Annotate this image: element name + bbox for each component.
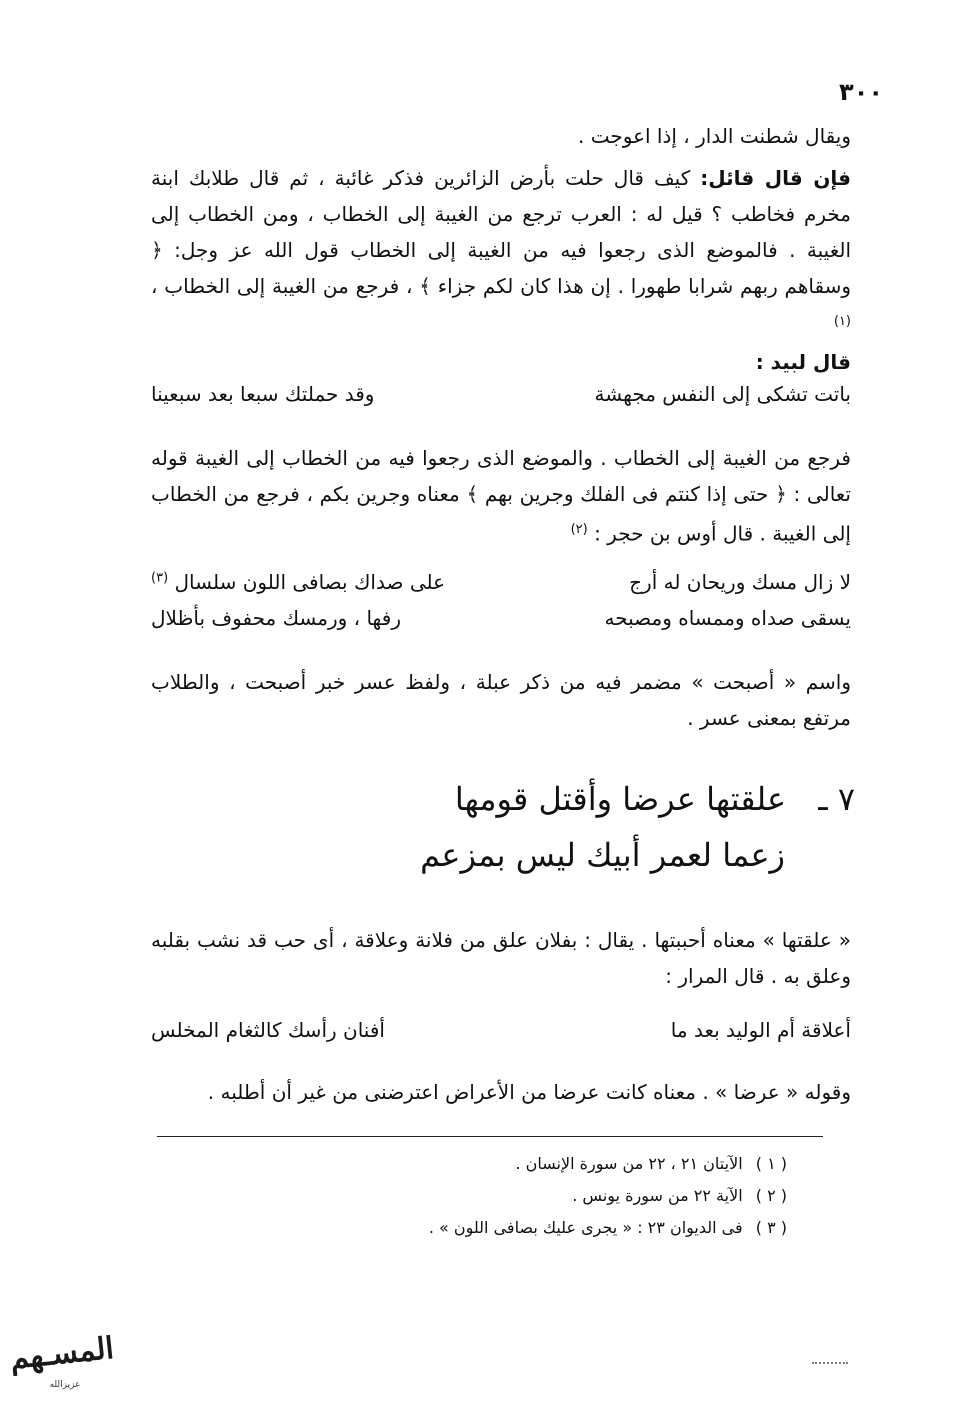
- footnote-text: الآيتان ٢١ ، ٢٢ من سورة الإنسان .: [515, 1154, 743, 1173]
- stamp-main-text: المسـهم: [8, 1330, 116, 1377]
- verse-hemistich-left: [151, 570, 445, 594]
- main-verse-line-1: [135, 780, 855, 818]
- scan-smudge: [812, 1362, 848, 1372]
- main-verse-line-2: [65, 836, 785, 874]
- verse-hemistich-left: أفنان رأسك كالثغام المخلس: [151, 1018, 385, 1042]
- main-verse-hemistich-2: زعما لعمر أبيك ليس بمزعم: [420, 836, 785, 874]
- stamp-sub-text: عزيزالله: [49, 1380, 81, 1390]
- paragraph-2-text: فرجع من الغيبة إلى الخطاب . والموضع الذى رجعوا فيه من الخطاب إلى الغيبة قوله تعالى : ﴿ حتى إذا كنتم فى الفلك وجرين بهم ﴾ معناه وجرين بكم ، فرجع من الخطاب إلى الغيبة . قال أوس بن حجر :: [151, 446, 851, 546]
- verse-hemistich-right: لا زال مسك وريحان له أرج: [629, 570, 851, 594]
- paragraph-block-4: [151, 922, 851, 994]
- paragraph-question: [151, 160, 851, 344]
- paragraph-4-text: « علقتها » معناه أحببتها . يقال : بفلان علق من فلانة وعلاقة ، أى حب قد نشب بقلبه وعلق به . قال المرار :: [151, 928, 851, 988]
- footnote-separator: [157, 1136, 823, 1137]
- page-number: ٣٠٠: [839, 78, 883, 106]
- footnote-item: [147, 1180, 787, 1212]
- paragraph-3-text: واسم « أصبحت » مضمر فيه من ذكر عبلة ، ولفظ عسر خبر أصبحت ، والطلاب مرتفع بمعنى عسر .: [151, 670, 851, 730]
- paragraph-block-2: [151, 440, 851, 552]
- verse-hemistich-right: أعلاقة أم الوليد بعد ما: [670, 1018, 851, 1042]
- verse-hemistich-left-text: على صداك بصافى اللون سلسال: [174, 570, 446, 594]
- footnotes: [147, 1148, 787, 1244]
- verse-marrar: [151, 1018, 851, 1042]
- footnote-text: الآية ٢٢ من سورة يونس .: [572, 1186, 743, 1205]
- footnote-ref: (٣): [151, 570, 169, 586]
- paragraph-5-text: وقوله « عرضا » . معناه كانت عرضا من الأعراض اعترضنى من غير أن أطلبه .: [207, 1080, 851, 1104]
- footnote-number: ( ٢ ): [755, 1186, 787, 1205]
- verse-hemistich-left: وقد حملتك سبعا بعد سبعينا: [151, 382, 375, 406]
- verse-labid: [151, 382, 851, 406]
- footnote-ref: (١): [833, 314, 851, 329]
- footnote-ref: (٢): [570, 522, 588, 537]
- paragraph-block-5: [151, 1074, 851, 1110]
- footnote-item: [147, 1148, 787, 1180]
- verse-aws-2: [151, 606, 851, 630]
- paragraph-block-1: [151, 118, 851, 380]
- verse-hemistich-left: رفها ، ورمسك محفوف بأظلال: [151, 606, 401, 630]
- question-text: كيف قال حلت بأرض الزائرين فذكر غائبة ، ثم قال طلابك ابنة مخرم فخاطب ؟ قيل له : العرب ترجع من الغيبة إلى الخطاب ، ومن الخطاب إلى الغيبة . فالموضع الذى رجعوا فيه من الغيبة إلى الخطاب قول الله عز وجل: ﴿ وسقاهم ربهم شرابا طهورا . إن هذا كان لكم جزاء ﴾ ، فرجع من الغيبة إلى الخطاب ،: [151, 166, 851, 298]
- paragraph-text: [151, 440, 851, 552]
- paragraph-block-3: [151, 664, 851, 736]
- verse-aws-1: [151, 570, 851, 594]
- footnote-item: [147, 1212, 787, 1244]
- library-stamp-logo: [8, 1330, 116, 1402]
- verse-hemistich-right: باتت تشكى إلى النفس مجهشة: [594, 382, 851, 406]
- main-verse-hemistich-1: علقتها عرضا وأقتل قومها: [454, 780, 787, 818]
- question-label: فإن قال قائل:: [700, 166, 852, 190]
- footnote-number: ( ١ ): [755, 1154, 787, 1173]
- footnote-number: ( ٣ ): [755, 1218, 787, 1237]
- verse-number: ٧ ـ: [818, 780, 855, 818]
- paragraph-line: ويقال شطنت الدار ، إذا اعوجت .: [578, 124, 851, 148]
- verse-hemistich-right: يسقى صداه وممساه ومصبحه: [604, 606, 851, 630]
- footnote-text: فى الديوان ٢٣ : « يجرى عليك بصافى اللون » .: [428, 1218, 743, 1237]
- labid-label: قال لبيد :: [755, 349, 851, 374]
